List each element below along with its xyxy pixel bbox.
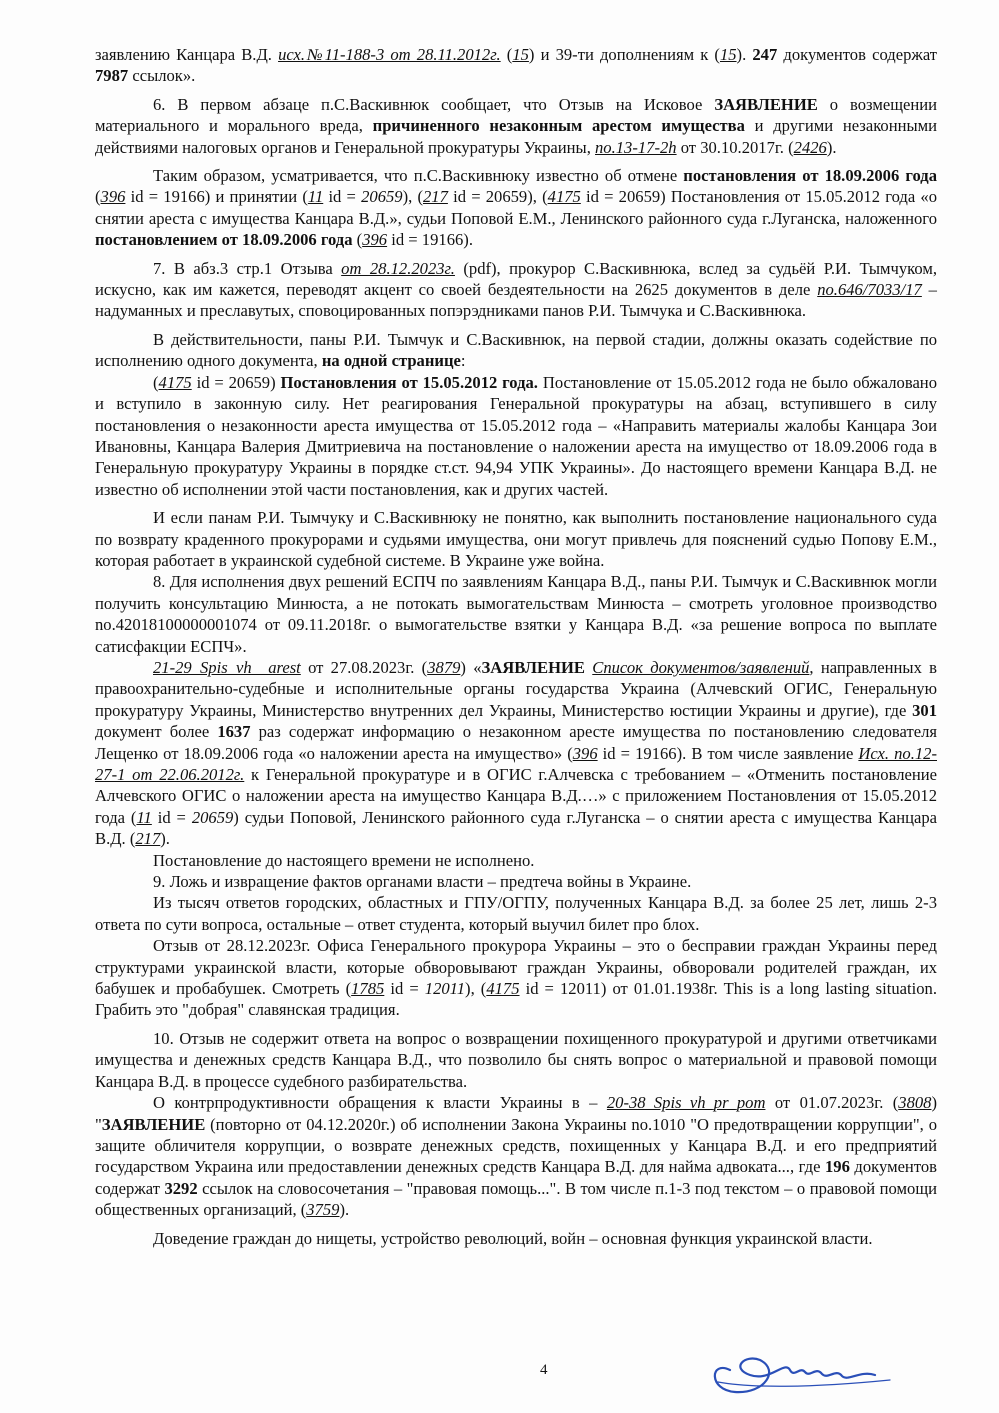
signature-icon: [690, 1330, 900, 1400]
text-run: от 01.07.2023г. (: [765, 1093, 899, 1113]
reference-link: Список документов/заявлений: [592, 657, 810, 677]
text-run: документов содержат: [777, 45, 938, 64]
document-body: [95, 44, 937, 1256]
bold-text: 301: [912, 700, 937, 720]
text-run: ) и 39-ти дополнениям к (: [528, 45, 720, 64]
reference-link: 15: [719, 45, 737, 64]
text-run: ссылок на словосочетания – "правовая помощь...". В том числе п.1-3 под текстом – о правовой помощи общественных организаций, (: [95, 1178, 937, 1220]
text-run: (: [352, 230, 363, 250]
text-run: ), (: [465, 979, 487, 999]
bold-text: 247: [752, 45, 778, 64]
text-run: 8. Для исполнения двух решений ЕСПЧ по заявлениям Канцара В.Д., паны Р.И. Тымчук и С.Васкивнюк могли получить консультацию Минюста, а не потокать вымогательствам Минюста – смотреть уголовное производство no.42018100000001074 от 09.11.2018г. о вымогательстве взятки у Канцара В.Д. «за решение вопроса по выплате сатисфакции ЕСПЧ».: [95, 572, 937, 656]
paragraph: [95, 1028, 937, 1092]
reference-link: исх.№11-188-3 от 28.11.2012г.: [278, 45, 501, 64]
page-number: 4: [540, 1362, 548, 1378]
text-run: id = 19166).: [387, 230, 473, 250]
text-run: Таким образом, усматривается, что п.С.Васкивнюку известно об отмене: [153, 166, 684, 186]
paragraph: [95, 850, 937, 871]
reference-link: 217: [423, 187, 448, 207]
paragraph: [95, 372, 937, 500]
bold-text: ЗАЯВЛЕНИЕ: [481, 657, 585, 677]
reference-link: от 28.12.2023г.: [341, 258, 455, 278]
bold-text: 7987: [95, 66, 129, 86]
paragraph: [95, 165, 937, 251]
bold-text: 196: [824, 1157, 850, 1177]
text-run: 10. Отзыв не содержит ответа на вопрос о возвращении похищенного прокуратурой и другими ответчиками имущества и денежных средств Канцара В.Д., что позволило бы снять вопрос о материальной и правовой помощи Канцара В.Д. в процессе судебного разбирательства.: [95, 1028, 937, 1091]
reference-link: по.13-17-2h: [595, 137, 677, 157]
bold-text: 1637: [217, 722, 251, 742]
bold-text: ЗАЯВЛЕНИЕ: [101, 1114, 206, 1134]
bold-text: ЗАЯВЛЕНИЕ: [714, 94, 818, 114]
paragraph: [95, 329, 937, 372]
reference-link: 4175: [486, 979, 520, 999]
reference-link: 396: [100, 187, 126, 207]
text-run: И если панам Р.И. Тымчуку и С.Васкивнюку не понятно, как выполнить постановление национального суда по возврату краденного прокурорами и судьями имущества, они могут привлечь для пояснений судью Попову Е.М., которая работает в украинской судебной системе. В Украине уже война.: [95, 508, 937, 570]
bold-text: постановления от 18.09.2006 года: [683, 166, 937, 186]
text-run: от 27.08.2023г. (: [300, 657, 428, 677]
reference-link: 1785: [351, 979, 385, 999]
reference-link: 217: [135, 829, 161, 849]
reference-link: 3808: [898, 1093, 932, 1113]
bold-text: причиненного незаконным арестом имущества: [372, 116, 745, 136]
text-run: В действительности, паны Р.И. Тымчук и С.Васкивнюк, на первой стадии, должны оказать содействие по исполнению одного документа,: [95, 329, 937, 371]
reference-link: по.646/7033/17: [817, 280, 922, 300]
paragraph: [95, 1092, 937, 1220]
reference-link: 2426: [793, 137, 827, 157]
reference-link: 20-38_Spis_vh_pr_pom: [606, 1093, 766, 1113]
bold-text: постановлением от 18.09.2006 года: [95, 230, 353, 250]
text-run: Постановление от 15.05.2012 года не было обжаловано и вступило в законную силу. Нет реагирования Генеральной прокуратуры на абзац, вступившего в силу постановления о незаконности ареста имущества от 15.05.2012 года – «Направить материалы жалобы Канцара Зои Ивановны, Канцара Валерия Дмитриевича на постановление о наложении ареста на имущество от 18.09.2006 года в Генеральную прокуратуру Украины в порядке ст.ст. 94,94 УПК Украины». До настоящего времени Канцара В.Д. не известно об исполнении этой части постановления, как и других частей.: [95, 372, 937, 499]
text-run: (: [500, 45, 513, 64]
text-run: – надуманных и преславутых, сповоцированных попэрэдниками панов Р.И. Тымчука и С.Васкивнюка.: [95, 280, 937, 321]
paragraph: [95, 507, 937, 571]
italic-text: 20659: [361, 187, 403, 207]
reference-link: 11: [307, 187, 324, 207]
reference-link: 4175: [547, 187, 581, 207]
text-run: к Генеральной прокуратуре и в ОГИС г.Алчевска с требованием – «Отменить постановление Алчевского ОГИС о наложении ареста на имущество Канцара В.Д.…» с приложением Постановления от 15.05.2012 года (: [95, 765, 937, 827]
text-run: Из тысяч ответов городских, областных и ГПУ/ОГПУ, полученных Канцара В.Д. за более 25 лет, лишь 2-3 ответа по сути вопроса, остальные – ответ студента, который выучил билет про блох.: [95, 893, 937, 934]
paragraph: [95, 657, 937, 850]
text-run: от 30.10.2017г. (: [676, 137, 794, 157]
bold-text: Постановления от 15.05.2012 года.: [280, 372, 538, 392]
text-run: ).: [339, 1200, 350, 1220]
text-run: id =: [151, 807, 192, 827]
text-run: ).: [736, 45, 753, 64]
text-run: id = 19166). В том числе заявление: [597, 743, 859, 763]
text-run: (pdf), прокурор С.Васкивнюка, вслед за судьёй Р.И. Тымчуком, искусно, как им кажется, переводят акцент со своей бездеятельности на 2625 документов в деле: [95, 258, 938, 300]
text-run: Постановление до настоящего времени не исполнено.: [153, 850, 535, 870]
text-run: ), (: [402, 187, 423, 207]
text-run: ) судьи Поповой, Ленинского районного суда г.Луганска – о снятии ареста с имущества Канцара В.Д. (: [95, 807, 937, 849]
italic-text: 12011: [424, 979, 466, 999]
paragraph: [95, 892, 937, 935]
reference-link: Исх. по.12-27-1 от 22.06.2012г.: [95, 743, 937, 784]
text-run: id = 19166) и принятии (: [125, 187, 308, 207]
text-run: id = 12011) от 01.01.1938г. This is a long lasting situation. Грабить это "добрая" славянская традиция.: [95, 979, 937, 1020]
text-run: 6. В первом абзаце п.С.Васкивнюк сообщает, что Отзыв на Исковое: [153, 94, 715, 114]
text-run: ) «: [460, 657, 482, 677]
reference-link: 396: [362, 230, 388, 250]
paragraph: [95, 571, 937, 657]
reference-link: 396: [572, 743, 598, 763]
text-run: id = 20659): [191, 372, 281, 392]
italic-text: 20659: [191, 807, 234, 827]
text-run: документ более: [95, 722, 218, 742]
text-run: ).: [160, 829, 170, 849]
reference-link: 21-29_Spis_vh__arest: [153, 657, 301, 677]
text-run: Доведение граждан до нищеты, устройство революций, войн – основная функция украинской власти.: [153, 1228, 873, 1248]
paragraph: [95, 44, 937, 87]
text-run: о возмещении материального и морального вреда,: [95, 94, 937, 136]
text-run: ссылок».: [128, 66, 196, 86]
bold-text: 3292: [164, 1178, 198, 1198]
text-run: заявлению Канцара В.Д.: [95, 45, 279, 64]
text-run: и другими незаконными действиями налоговых органов и Генеральной прокуратуры Украины,: [95, 116, 938, 157]
text-run: ) ": [95, 1093, 937, 1134]
reference-link: 11: [136, 807, 152, 827]
text-run: (повторно от 04.12.2020г.) об исполнении Закона Украины no.1010 "О предотвращении коррупции", о защите обличителя коррупции, о возврате денежных средств, похищенных у Канцара В.Д. и его предприятий государством Украина или предоставлении денежных средств Канцара В.Д. для найма адвоката..., где: [95, 1114, 937, 1177]
text-run: О контрпродуктивности обращения к власти Украины в –: [153, 1093, 607, 1113]
paragraph: [95, 1228, 937, 1249]
text-run: документов содержат: [95, 1157, 937, 1198]
text-run: 9. Ложь и извращение фактов органами власти – предтеча войны в Украине.: [153, 872, 692, 892]
text-run: ).: [826, 137, 837, 157]
text-run: (: [95, 187, 101, 207]
text-run: (: [153, 372, 159, 392]
paragraph: [95, 935, 937, 1021]
text-run: Отзыв от 28.12.2023г. Офиса Генерального прокурора Украины – это о бесправии граждан Украины перед структурами украинской власти, которые обворовывают граждан Украины, обворовали родителей граждан, их бабушек и пробабушек. Смотреть (: [95, 936, 937, 999]
bold-text: на одной странице: [321, 351, 461, 371]
paragraph: [95, 258, 937, 322]
reference-link: 4175: [158, 372, 192, 392]
text-run: id = 20659), (: [447, 187, 548, 207]
reference-link: 3759: [306, 1200, 340, 1220]
text-run: , направленных в правоохранительно-судебные и исполнительные органы государства Украина (Алчевский ОГИС, Генеральную прокуратуру Украины, Министерство внутренних дел Украины, Министерство юстиции Украины и другие), где: [95, 657, 937, 720]
text-run: id =: [384, 979, 425, 999]
reference-link: 3879: [427, 657, 461, 677]
paragraph: [95, 871, 937, 892]
text-run: id =: [323, 187, 362, 207]
text-run: раз содержат информацию о незаконном аресте имущества по постановлению следователя Лещенко от 18.09.2006 года «о наложении ареста на имущество» (: [95, 722, 937, 763]
text-run: :: [460, 351, 466, 371]
text-run: 7. В абз.3 стр.1 Отзыва: [153, 258, 342, 278]
paragraph: [95, 94, 937, 158]
text-run: id = 20659) Постановления от 15.05.2012 года «о снятии ареста с имущества Канцара В.Д.», судьи Поповой Е.М., Ленинского районного суда г.Луганска, наложенного: [95, 187, 938, 228]
reference-link: 15: [512, 45, 529, 64]
